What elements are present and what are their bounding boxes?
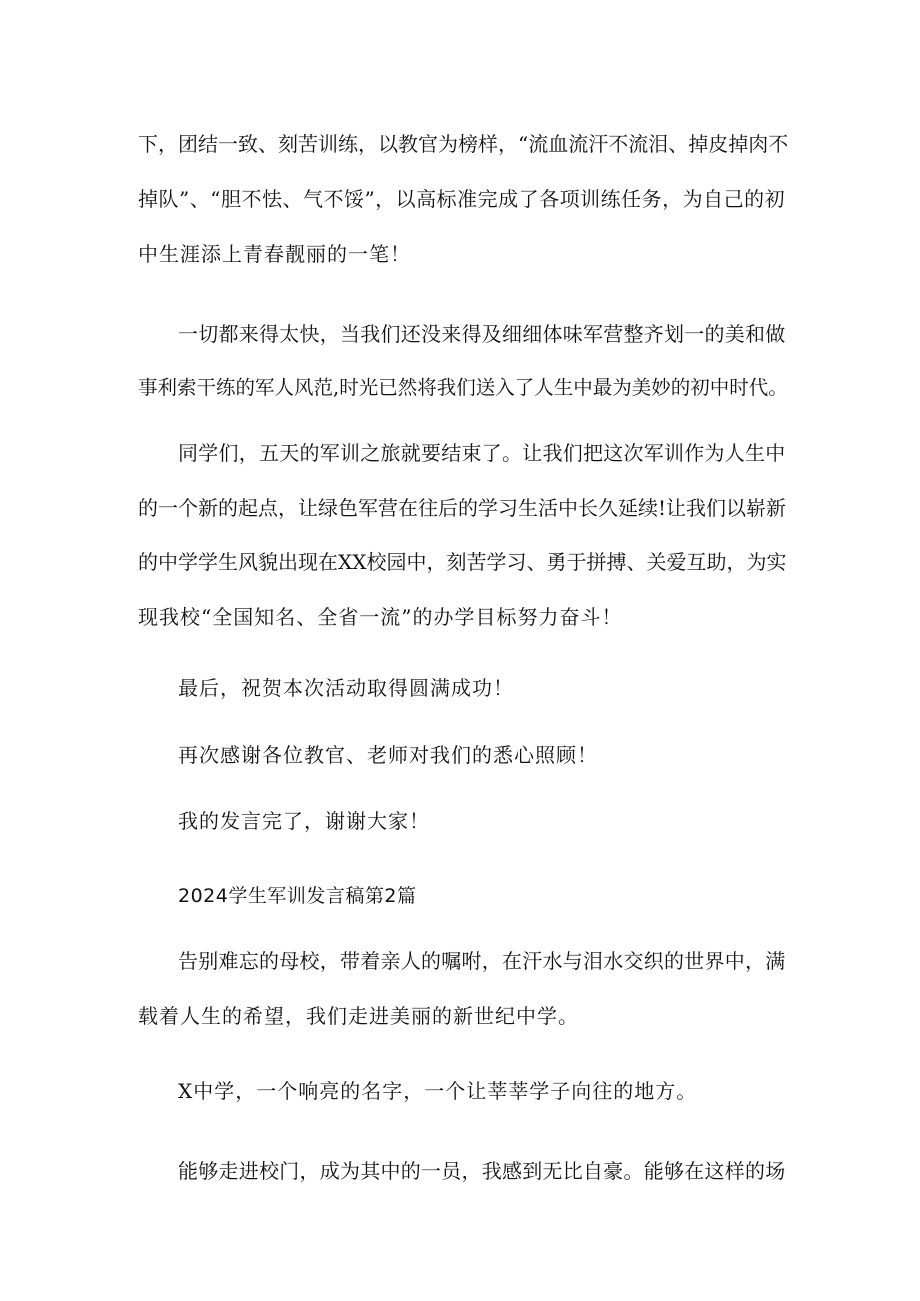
paragraph-line: 中生涯添上青春靓丽的一笔！ [138,242,411,266]
paragraph-line: 事利索干练的军人风范,时光已然将我们送入了人生中最为美妙的初中时代。 [138,376,788,399]
paragraph-line: 下，团结一致、刻苦训练，以教官为榜样，“流血流汗不流泪、掉皮掉肉不 [138,132,789,156]
paragraph-line: 现我校“全国知名、全省一流”的办学目标努力奋斗！ [138,605,623,629]
paragraph-line: 最后，祝贺本次活动取得圆满成功！ [178,676,514,700]
paragraph-line: 能够走进校门，成为其中的一员，我感到无比自豪。能够在这样的场 [178,1159,786,1183]
paragraph-line: 载着人生的希望，我们走进美丽的新世纪中学。 [138,1004,579,1028]
paragraph-line: X中学，一个响亮的名字，一个让莘莘学子向往的地方。 [178,1079,698,1103]
paragraph-line: 的中学学生风貌出现在XX校园中，刻苦学习、勇于拼搏、关爱互助，为实 [138,550,787,574]
paragraph-line: 的一个新的起点，让绿色军营在往后的学习生活中长久延续!让我们以崭新 [138,496,787,520]
paragraph-line: 我的发言完了，谢谢大家！ [178,809,430,833]
paragraph-line: 同学们，五天的军训之旅就要结束了。让我们把这次军训作为人生中 [178,441,786,465]
paragraph-line: 一切都来得太快，当我们还没来得及细细体味军营整齐划一的美和做 [178,322,786,346]
paragraph-line: 掉队”、“胆不怯、气不馁”，以高标准完成了各项训练任务，为自己的初 [138,187,786,211]
paragraph-line: 再次感谢各位教官、老师对我们的悉心照顾！ [178,743,598,767]
paragraph-line: 告别难忘的母校，带着亲人的嘱咐，在汗水与泪水交织的世界中，满 [178,949,786,973]
section-heading: 2024学生军训发言稿第2篇 [178,885,417,907]
